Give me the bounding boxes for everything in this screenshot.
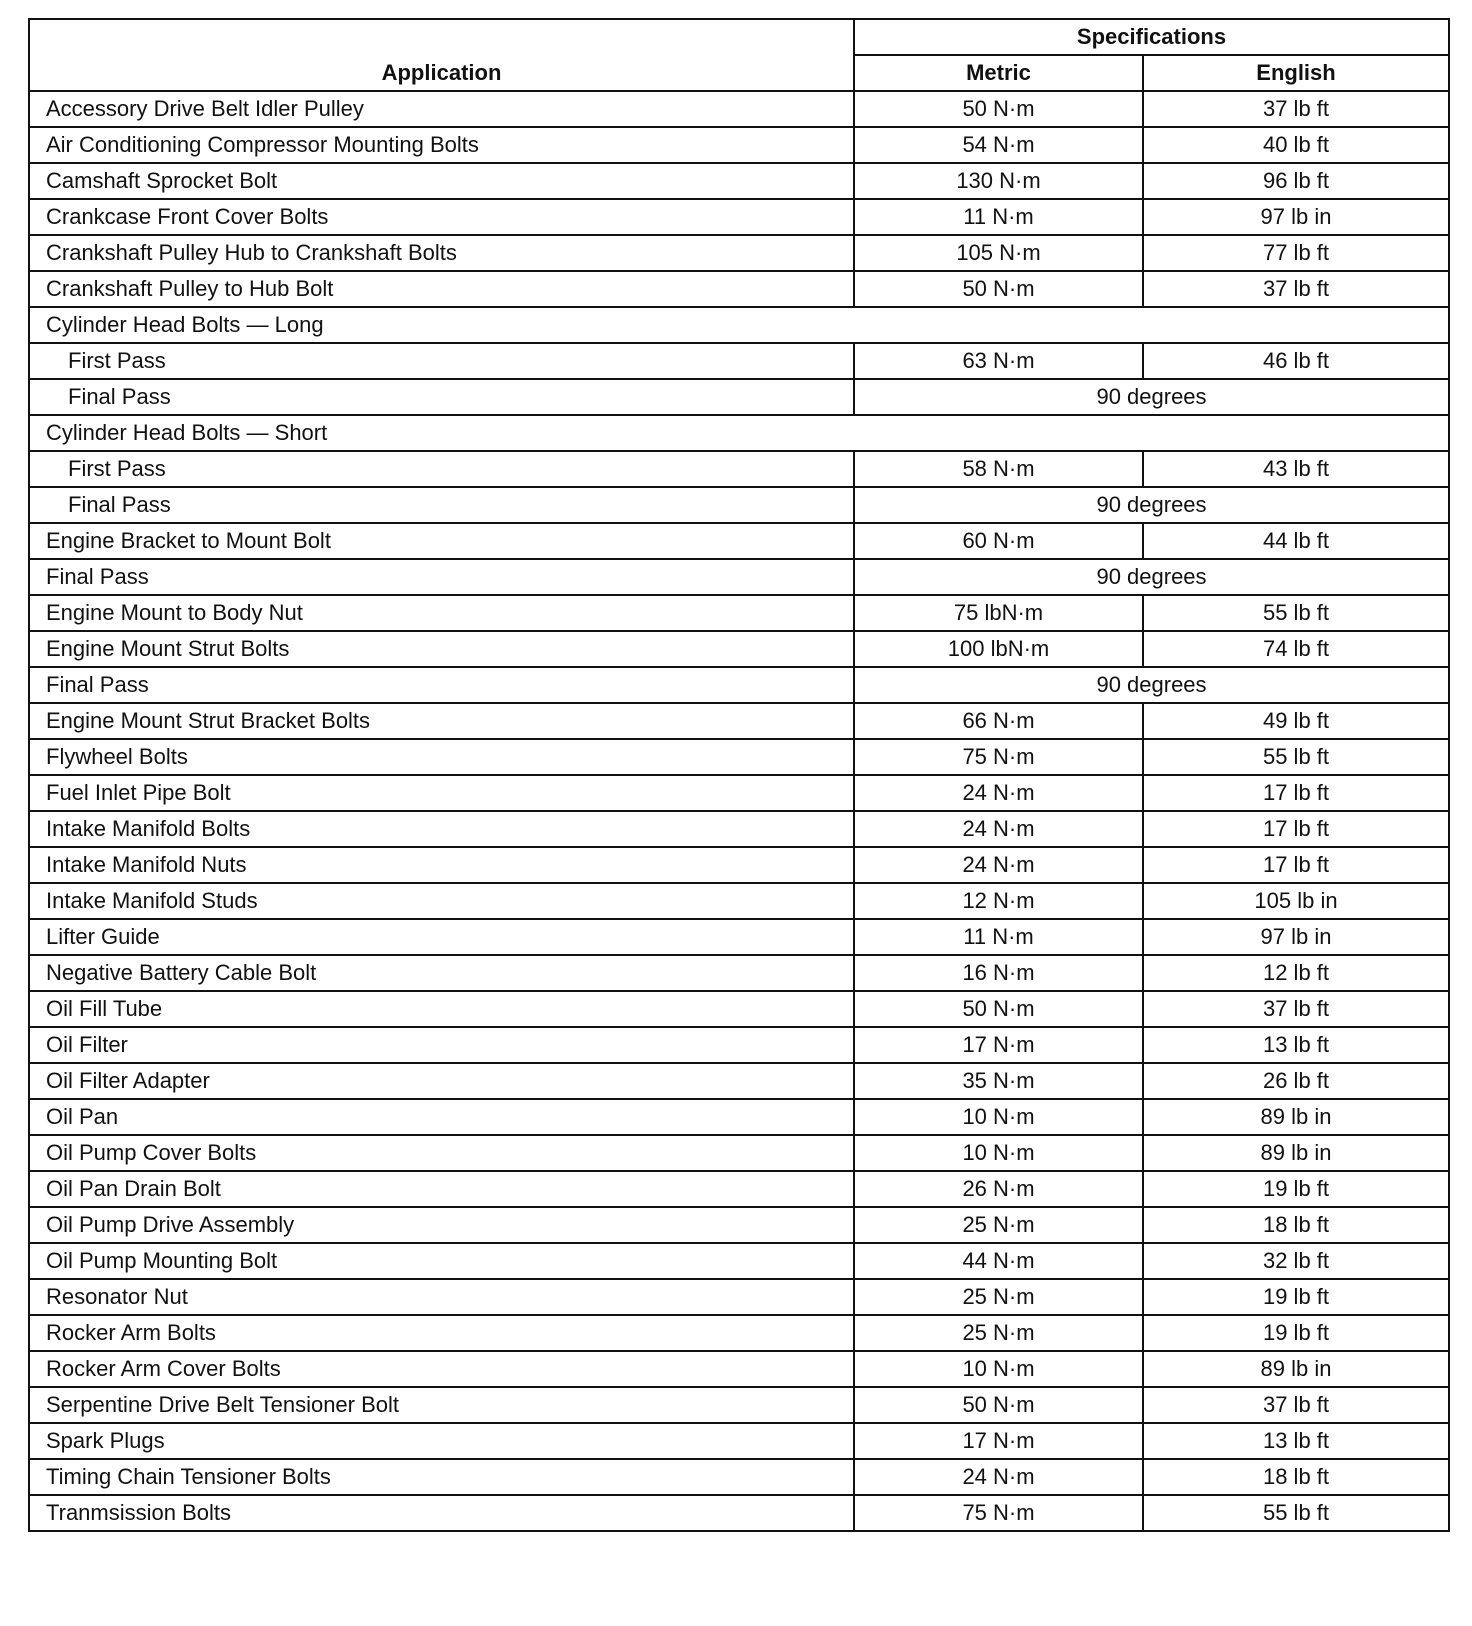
table-row xyxy=(29,343,1449,379)
table-row xyxy=(29,1459,1449,1495)
metric-cell: 10 N·m xyxy=(854,1099,1143,1135)
application-cell: Rocker Arm Bolts xyxy=(29,1315,854,1351)
application-cell: Engine Mount to Body Nut xyxy=(29,595,854,631)
group-blank-cell xyxy=(854,415,1449,451)
table-row xyxy=(29,919,1449,955)
table-row xyxy=(29,1063,1449,1099)
metric-cell: 35 N·m xyxy=(854,1063,1143,1099)
english-cell: 55 lb ft xyxy=(1143,1495,1449,1531)
table-row xyxy=(29,127,1449,163)
english-cell: 43 lb ft xyxy=(1143,451,1449,487)
table-row xyxy=(29,1279,1449,1315)
table-row xyxy=(29,595,1449,631)
english-cell: 77 lb ft xyxy=(1143,235,1449,271)
application-cell: Cylinder Head Bolts — Short xyxy=(29,415,854,451)
application-cell: Accessory Drive Belt Idler Pulley xyxy=(29,91,854,127)
english-cell: 55 lb ft xyxy=(1143,739,1449,775)
application-cell: Engine Bracket to Mount Bolt xyxy=(29,523,854,559)
table-row xyxy=(29,739,1449,775)
metric-cell: 25 N·m xyxy=(854,1315,1143,1351)
english-cell: 37 lb ft xyxy=(1143,271,1449,307)
application-cell: Camshaft Sprocket Bolt xyxy=(29,163,854,199)
metric-cell: 10 N·m xyxy=(854,1351,1143,1387)
table-row xyxy=(29,523,1449,559)
metric-cell: 63 N·m xyxy=(854,343,1143,379)
english-cell: 19 lb ft xyxy=(1143,1279,1449,1315)
application-cell: Timing Chain Tensioner Bolts xyxy=(29,1459,854,1495)
english-cell: 55 lb ft xyxy=(1143,595,1449,631)
header-application: Application xyxy=(29,19,854,91)
table-row xyxy=(29,379,1449,415)
application-cell: Lifter Guide xyxy=(29,919,854,955)
application-cell: Resonator Nut xyxy=(29,1279,854,1315)
metric-cell: 12 N·m xyxy=(854,883,1143,919)
application-cell: Oil Filter Adapter xyxy=(29,1063,854,1099)
table-row xyxy=(29,1027,1449,1063)
torque-spec-table xyxy=(28,18,1450,1532)
english-cell: 18 lb ft xyxy=(1143,1207,1449,1243)
english-cell: 37 lb ft xyxy=(1143,91,1449,127)
application-cell: Final Pass xyxy=(29,559,854,595)
table-row xyxy=(29,1099,1449,1135)
english-cell: 12 lb ft xyxy=(1143,955,1449,991)
application-cell: Negative Battery Cable Bolt xyxy=(29,955,854,991)
english-cell: 19 lb ft xyxy=(1143,1315,1449,1351)
table-row xyxy=(29,91,1449,127)
table-row xyxy=(29,955,1449,991)
application-cell: Serpentine Drive Belt Tensioner Bolt xyxy=(29,1387,854,1423)
table-row xyxy=(29,1207,1449,1243)
table-row xyxy=(29,1423,1449,1459)
table-row xyxy=(29,1171,1449,1207)
metric-cell: 130 N·m xyxy=(854,163,1143,199)
english-cell: 18 lb ft xyxy=(1143,1459,1449,1495)
application-cell: Tranmsission Bolts xyxy=(29,1495,854,1531)
english-cell: 96 lb ft xyxy=(1143,163,1449,199)
table-row xyxy=(29,559,1449,595)
english-cell: 89 lb in xyxy=(1143,1099,1449,1135)
table-row xyxy=(29,235,1449,271)
english-cell: 46 lb ft xyxy=(1143,343,1449,379)
english-cell: 97 lb in xyxy=(1143,919,1449,955)
table-row xyxy=(29,163,1449,199)
table-row xyxy=(29,667,1449,703)
metric-cell: 58 N·m xyxy=(854,451,1143,487)
metric-cell: 25 N·m xyxy=(854,1207,1143,1243)
metric-cell: 50 N·m xyxy=(854,1387,1143,1423)
english-cell: 44 lb ft xyxy=(1143,523,1449,559)
table-row xyxy=(29,703,1449,739)
spec-span-cell: 90 degrees xyxy=(854,667,1449,703)
application-cell: Rocker Arm Cover Bolts xyxy=(29,1351,854,1387)
table-row xyxy=(29,1135,1449,1171)
application-cell: Crankshaft Pulley to Hub Bolt xyxy=(29,271,854,307)
metric-cell: 24 N·m xyxy=(854,847,1143,883)
metric-cell: 17 N·m xyxy=(854,1423,1143,1459)
application-cell: Crankcase Front Cover Bolts xyxy=(29,199,854,235)
metric-cell: 16 N·m xyxy=(854,955,1143,991)
table-row xyxy=(29,775,1449,811)
english-cell: 19 lb ft xyxy=(1143,1171,1449,1207)
application-cell: Intake Manifold Studs xyxy=(29,883,854,919)
application-cell: Fuel Inlet Pipe Bolt xyxy=(29,775,854,811)
table-row xyxy=(29,1387,1449,1423)
metric-cell: 17 N·m xyxy=(854,1027,1143,1063)
table-row xyxy=(29,991,1449,1027)
table-row xyxy=(29,1495,1449,1531)
metric-cell: 50 N·m xyxy=(854,271,1143,307)
english-cell: 17 lb ft xyxy=(1143,847,1449,883)
application-cell: Oil Filter xyxy=(29,1027,854,1063)
header-english: English xyxy=(1143,55,1449,91)
metric-cell: 44 N·m xyxy=(854,1243,1143,1279)
application-cell: First Pass xyxy=(29,451,854,487)
metric-cell: 60 N·m xyxy=(854,523,1143,559)
metric-cell: 26 N·m xyxy=(854,1171,1143,1207)
header-row-top xyxy=(29,19,1449,55)
table-group-row xyxy=(29,307,1449,343)
english-cell: 32 lb ft xyxy=(1143,1243,1449,1279)
english-cell: 89 lb in xyxy=(1143,1135,1449,1171)
table-row xyxy=(29,451,1449,487)
table-body xyxy=(29,91,1449,1531)
metric-cell: 11 N·m xyxy=(854,199,1143,235)
header-specifications: Specifications xyxy=(854,19,1449,55)
english-cell: 40 lb ft xyxy=(1143,127,1449,163)
application-cell: Engine Mount Strut Bracket Bolts xyxy=(29,703,854,739)
english-cell: 17 lb ft xyxy=(1143,811,1449,847)
application-cell: Final Pass xyxy=(29,379,854,415)
metric-cell: 75 N·m xyxy=(854,1495,1143,1531)
metric-cell: 66 N·m xyxy=(854,703,1143,739)
table-row xyxy=(29,811,1449,847)
metric-cell: 105 N·m xyxy=(854,235,1143,271)
application-cell: Oil Pump Mounting Bolt xyxy=(29,1243,854,1279)
metric-cell: 11 N·m xyxy=(854,919,1143,955)
english-cell: 49 lb ft xyxy=(1143,703,1449,739)
header-metric: Metric xyxy=(854,55,1143,91)
english-cell: 74 lb ft xyxy=(1143,631,1449,667)
metric-cell: 24 N·m xyxy=(854,775,1143,811)
table-row xyxy=(29,847,1449,883)
application-cell: Spark Plugs xyxy=(29,1423,854,1459)
table-row xyxy=(29,487,1449,523)
application-cell: Engine Mount Strut Bolts xyxy=(29,631,854,667)
application-cell: Crankshaft Pulley Hub to Crankshaft Bolts xyxy=(29,235,854,271)
metric-cell: 25 N·m xyxy=(854,1279,1143,1315)
application-cell: Cylinder Head Bolts — Long xyxy=(29,307,854,343)
metric-cell: 24 N·m xyxy=(854,1459,1143,1495)
spec-span-cell: 90 degrees xyxy=(854,379,1449,415)
table-row xyxy=(29,883,1449,919)
english-cell: 105 lb in xyxy=(1143,883,1449,919)
application-cell: Flywheel Bolts xyxy=(29,739,854,775)
english-cell: 17 lb ft xyxy=(1143,775,1449,811)
application-cell: Oil Pump Drive Assembly xyxy=(29,1207,854,1243)
application-cell: Oil Pan Drain Bolt xyxy=(29,1171,854,1207)
english-cell: 26 lb ft xyxy=(1143,1063,1449,1099)
metric-cell: 75 N·m xyxy=(854,739,1143,775)
application-cell: Oil Fill Tube xyxy=(29,991,854,1027)
table-group-row xyxy=(29,415,1449,451)
english-cell: 89 lb in xyxy=(1143,1351,1449,1387)
spec-span-cell: 90 degrees xyxy=(854,559,1449,595)
table-row xyxy=(29,1315,1449,1351)
application-cell: Air Conditioning Compressor Mounting Bolts xyxy=(29,127,854,163)
metric-cell: 24 N·m xyxy=(854,811,1143,847)
application-cell: Final Pass xyxy=(29,667,854,703)
group-blank-cell xyxy=(854,307,1449,343)
application-cell: First Pass xyxy=(29,343,854,379)
metric-cell: 50 N·m xyxy=(854,991,1143,1027)
metric-cell: 50 N·m xyxy=(854,91,1143,127)
english-cell: 37 lb ft xyxy=(1143,991,1449,1027)
table-row xyxy=(29,199,1449,235)
metric-cell: 75 lbN·m xyxy=(854,595,1143,631)
english-cell: 13 lb ft xyxy=(1143,1423,1449,1459)
english-cell: 97 lb in xyxy=(1143,199,1449,235)
metric-cell: 54 N·m xyxy=(854,127,1143,163)
table-row xyxy=(29,1243,1449,1279)
table-row xyxy=(29,271,1449,307)
english-cell: 37 lb ft xyxy=(1143,1387,1449,1423)
table-row xyxy=(29,1351,1449,1387)
spec-span-cell: 90 degrees xyxy=(854,487,1449,523)
table-row xyxy=(29,631,1449,667)
application-cell: Oil Pump Cover Bolts xyxy=(29,1135,854,1171)
application-cell: Final Pass xyxy=(29,487,854,523)
application-cell: Intake Manifold Nuts xyxy=(29,847,854,883)
application-cell: Oil Pan xyxy=(29,1099,854,1135)
english-cell: 13 lb ft xyxy=(1143,1027,1449,1063)
metric-cell: 10 N·m xyxy=(854,1135,1143,1171)
application-cell: Intake Manifold Bolts xyxy=(29,811,854,847)
metric-cell: 100 lbN·m xyxy=(854,631,1143,667)
